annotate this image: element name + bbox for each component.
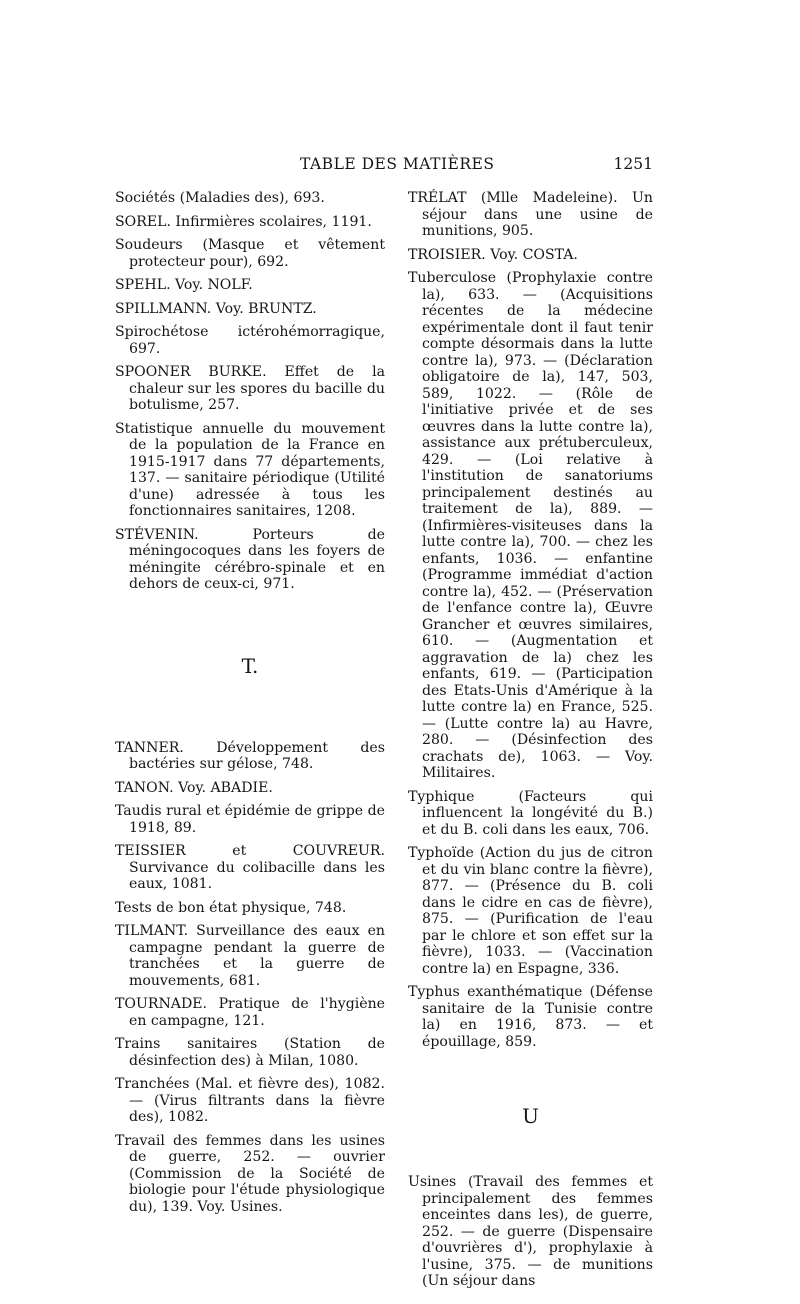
index-entry: TOURNADE. Pratique de l'hygiène en campagne, 121. — [115, 996, 385, 1029]
index-entry: Soudeurs (Masque et vêtement protecteur pour), 692. — [115, 237, 385, 270]
index-entry: Usines (Travail des femmes et principalement des femmes enceintes dans les), de guerre, 252. — de guerre (Dispensaire d'ouvrières d'), prophylaxie à l'usine, 375. — de munitions (Un séjour dans — [408, 1174, 653, 1289]
index-entry: SOREL. Infirmières scolaires, 1191. — [115, 213, 372, 230]
index-entry: STÉVENIN. Porteurs de méningocoques dans les foyers de méningite cérébro-spinale et en dehors de ceux-ci, 971. — [115, 526, 385, 592]
index-entry: TILMANT. Surveillance des eaux en campagne pendant la guerre de tranchées et la guerre de mouvements, 681. — [115, 923, 385, 989]
running-title: TABLE DES MATIÈRES — [300, 155, 495, 173]
left-column — [115, 190, 385, 1222]
index-entry: Tuberculose (Prophylaxie contre la), 633. — (Acquisitions récentes de la médecine expérimentale dont il faut tenir compte désormais dans la lutte contre la), 973. — (Déclaration obligatoire de la), 147, 503, 589, 1022. — (Rôle de l'initiative privée et de ses œuvres dans la lutte contre la), assistance aux prétuberculeux, 429. — (Loi relative à l'institution de sanatoriums principalement destinés au traitement de la), 889. — (Infirmières-visiteuses dans la lutte contre la), 700. — chez les enfants, 1036. — enfantine (Programme immédiat d'action contre la), 452. — (Préservation de l'enfance contre la), Œuvre Grancher et œuvres similaires, 610. — (Augmentation et aggravation de la) chez les enfants, 619. — (Participation des Etats-Unis d'Amérique à la lutte contre la) en France, 525. — (Lutte contre la) au Havre, 280. — (Désinfection des crachats de), 1063. — Voy. Militaires. — [408, 270, 653, 781]
index-entry: SPILLMANN. Voy. BRUNTZ. — [115, 300, 317, 317]
page-number: 1251 — [613, 155, 653, 173]
section-letter-u: U — [522, 1104, 539, 1128]
index-entry: TANNER. Développement des bactéries sur gélose, 748. — [115, 739, 385, 772]
index-entry: SPEHL. Voy. NOLF. — [115, 277, 253, 293]
page-header — [115, 155, 653, 177]
index-entry: Tests de bon état physique, 748. — [115, 899, 347, 916]
index-entry: TEISSIER et COUVREUR. Survivance du colibacille dans les eaux, 1081. — [115, 843, 385, 892]
index-entry: SPOONER BURKE. Effet de la chaleur sur les spores du bacille du botulisme, 257. — [115, 364, 385, 413]
index-entry: Tranchées (Mal. et fièvre des), 1082. — (Virus filtrants dans la fièvre des), 1082. — [115, 1076, 385, 1125]
index-entry: TRÉLAT (Mlle Madeleine). Un séjour dans une usine de munitions, 905. — [408, 190, 653, 239]
index-entry: TROISIER. Voy. COSTA. — [408, 246, 578, 263]
index-entry: Statistique annuelle du mouvement de la population de la France en 1915-1917 dans 77 départements, 137. — sanitaire périodique (Utilité d'une) adressée à tous les fonctionnaires sanitaires, 1208. — [115, 420, 385, 519]
index-entry: TANON. Voy. ABADIE. — [115, 779, 273, 796]
right-column — [408, 190, 653, 1297]
index-entry: Travail des femmes dans les usines de guerre, 252. — ouvrier (Commission de la Société de biologie pour l'étude physiologique du), 139. Voy. Usines. — [115, 1132, 385, 1215]
index-entry: Sociétés (Maladies des), 693. — [115, 190, 325, 206]
index-entry: Typhoïde (Action du jus de citron et du vin blanc contre la fièvre), 877. — (Présence du B. coli dans le cidre en cas de fièvre), 875. — (Purification de l'eau par le chlore et son effet sur la fièvre), 1033. — (Vaccination contre la) en Espagne, 336. — [408, 845, 653, 977]
section-letter-t: T. — [241, 653, 259, 678]
index-entry: Spirochétose ictérohémorragique, 697. — [115, 324, 385, 357]
index-entry: Typhus exanthématique (Défense sanitaire de la Tunisie contre la) en 1916, 873. — et épouillage, 859. — [408, 984, 653, 1050]
index-entry: Trains sanitaires (Station de désinfection des) à Milan, 1080. — [115, 1036, 385, 1069]
index-entry: Typhique (Facteurs qui influencent la longévité du B.) et du B. coli dans les eaux, 706. — [408, 788, 653, 838]
index-entry: Taudis rural et épidémie de grippe de 1918, 89. — [115, 803, 385, 836]
